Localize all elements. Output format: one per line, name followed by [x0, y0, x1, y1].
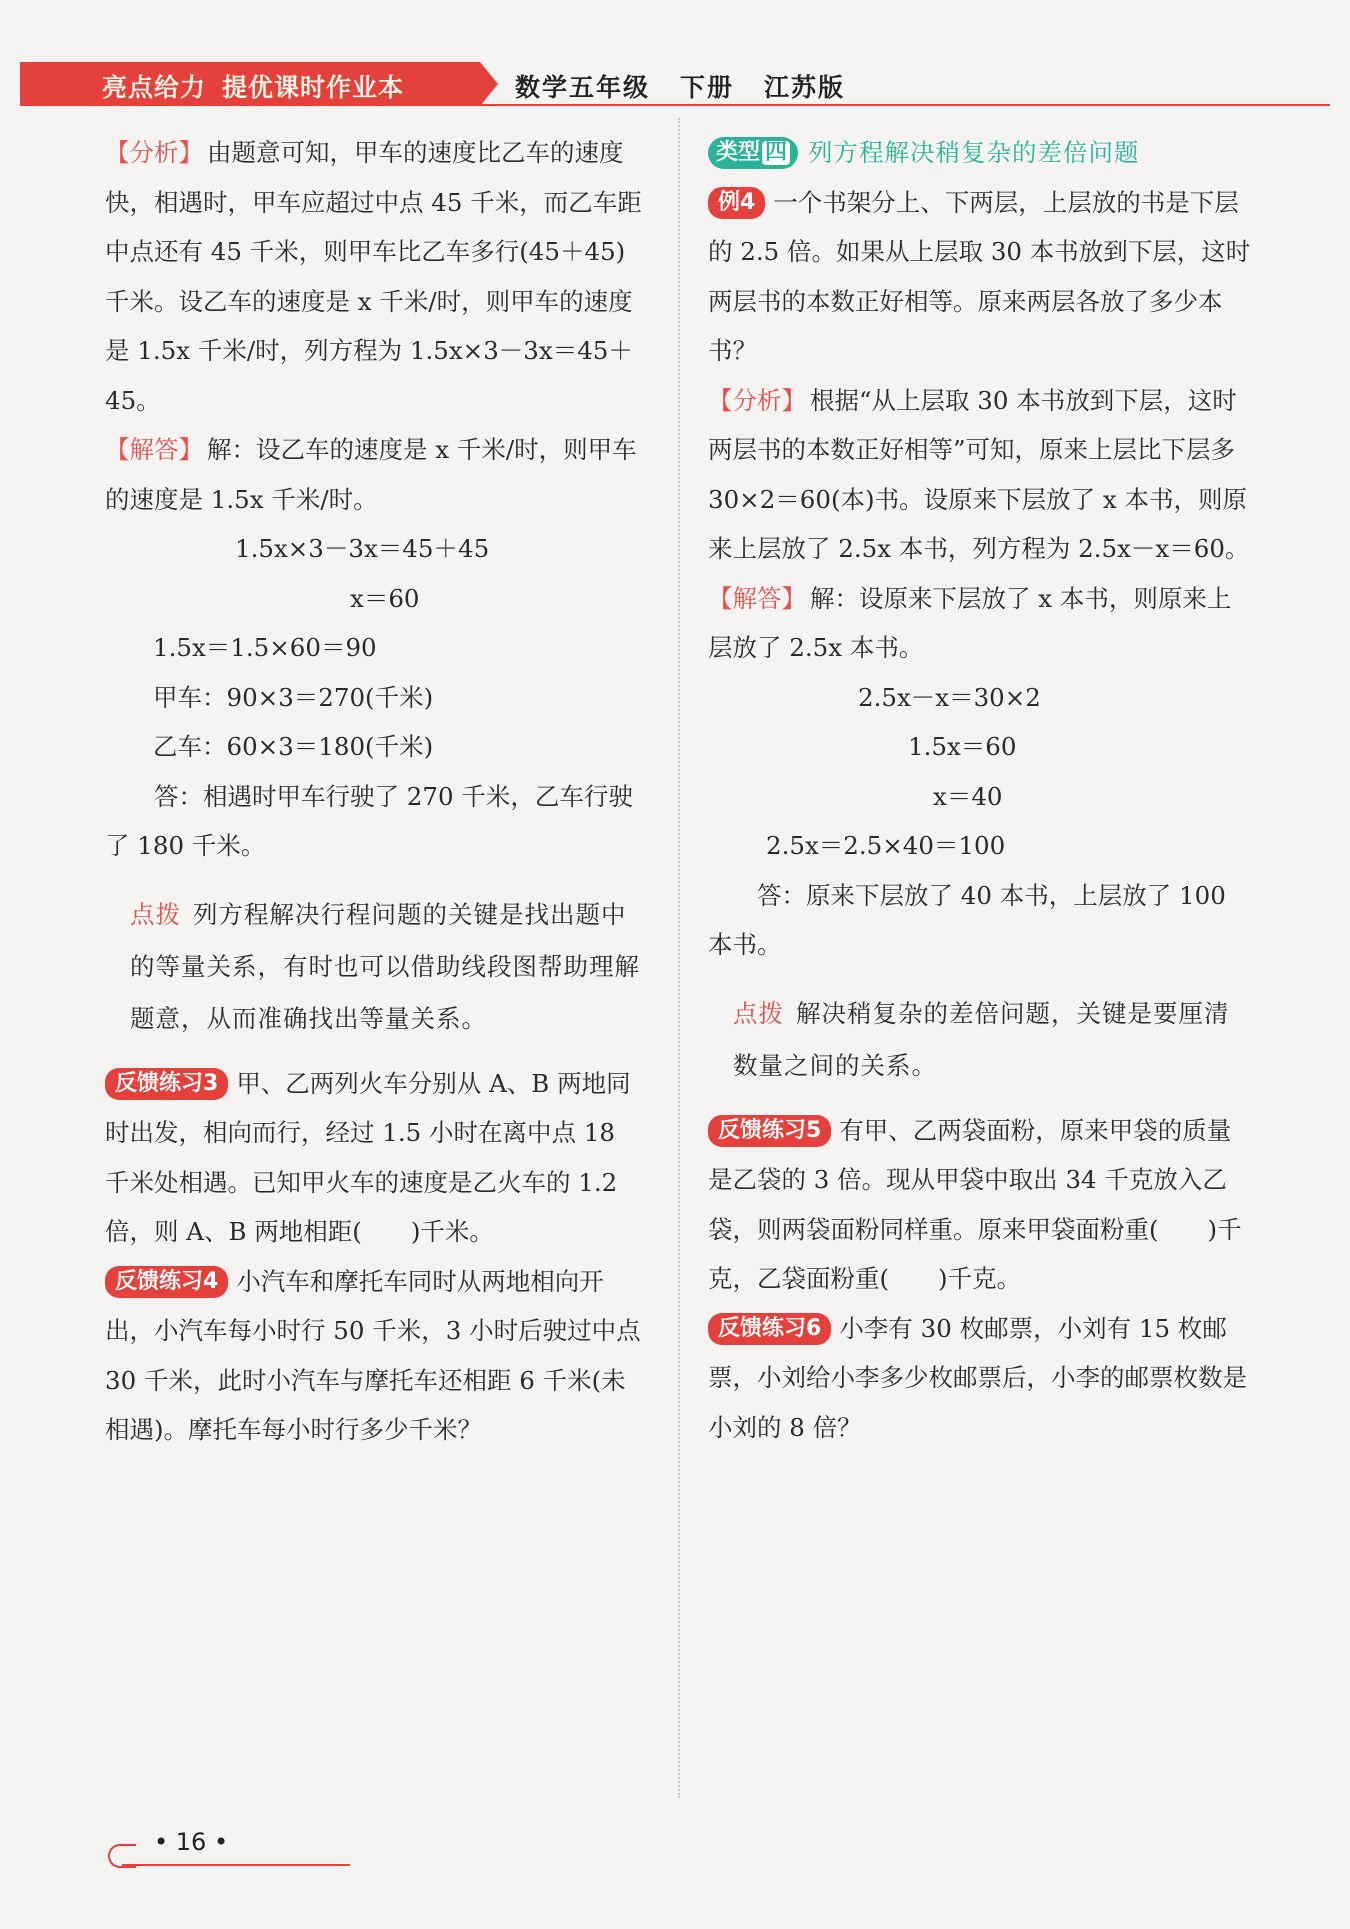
analysis-paragraph — [708, 376, 1253, 574]
answer-text: 解：设原来下层放了 x 本书，则原来上层放了 2.5x 本书。 — [708, 583, 1232, 662]
exercise-4-badge: 反馈练习4 — [105, 1266, 228, 1298]
exercise-4 — [105, 1257, 645, 1455]
exercise-5-text: 有甲、乙两袋面粉，原来甲袋的质量是乙袋的 3 倍。现从甲袋中取出 34 千克放入乙袋，则两袋面粉同样重。原来甲袋面粉重( )千克，乙袋面粉重( )千克。 — [708, 1115, 1242, 1293]
analysis-tag: 【分析】 — [708, 385, 806, 415]
exercise-3 — [105, 1059, 645, 1257]
tip-text: 列方程解决行程问题的关键是找出题中的等量关系，有时也可以借助线段图帮助理解题意，从而准确找出等量关系。 — [130, 899, 640, 1033]
header-brand — [102, 68, 404, 104]
equation-line: 1.5x＝60 — [908, 732, 1017, 761]
equation-line: 1.5x×3－3x＝45＋45 — [235, 534, 490, 563]
header-band-tip — [480, 62, 498, 106]
answer-text: 解：设乙车的速度是 x 千米/时，则甲车的速度是 1.5x 千米/时。 — [105, 435, 637, 514]
exercise-6-badge: 反馈练习6 — [708, 1313, 831, 1345]
answer-paragraph — [105, 425, 645, 524]
exercise-5-badge: 反馈练习5 — [708, 1115, 831, 1147]
header-rule — [20, 104, 1330, 106]
answer-conclusion: 答：原来下层放了 40 本书，上层放了 100 本书。 — [708, 880, 1226, 959]
exercise-6-text: 小李有 30 枚邮票，小刘有 15 枚邮票，小刘给小李多少枚邮票后，小李的邮票枚数是小刘的 8 倍？ — [708, 1313, 1247, 1442]
series-name: 提优课时作业本 — [222, 73, 405, 102]
footer-rule — [122, 1864, 350, 1866]
exercise-4-text: 小汽车和摩托车同时从两地相向开出，小汽车每小时行 50 千米，3 小时后驶过中点 30 千米，此时小汽车与摩托车还相距 6 千米(未相遇)。摩托车每小时行多少千米？ — [105, 1266, 641, 1444]
right-column — [708, 128, 1253, 1452]
answer-tag: 【解答】 — [105, 435, 203, 464]
example-4 — [708, 178, 1253, 376]
analysis-text: 由题意可知，甲车的速度比乙车的速度快，相遇时，甲车应超过中点 45 千米，而乙车距中点还有 45 千米，则甲车比乙车多行(45＋45)千米。设乙车的速度是 x 千米/时，则甲车的速度是 1.5x 千米/时，列方程为 1.5x×3－3x＝45＋45。 — [105, 138, 642, 415]
exercise-5 — [708, 1106, 1253, 1304]
left-column — [105, 128, 645, 1455]
type-label: 类型 — [716, 140, 761, 165]
type-title: 列方程解决稍复杂的差倍问题 — [808, 138, 1140, 167]
type-badge — [708, 137, 798, 169]
equation-line: 2.5x－x＝30×2 — [858, 682, 1041, 712]
edition: 江苏版 — [764, 73, 846, 102]
tip-text: 解决稍复杂的差倍问题，关键是要厘清数量之间的关系。 — [733, 998, 1230, 1080]
tip-label: 点拨 — [130, 899, 181, 929]
exercise-3-text: 甲、乙两列火车分别从 A、B 两地同时出发，相向而行，经过 1.5 小时在离中点 18 千米处相遇。已知甲火车的速度是乙火车的 1.2 倍，则 A、B 两地相距( )千米。 — [105, 1068, 631, 1246]
type-heading — [708, 128, 1253, 178]
analysis-tag: 【分析】 — [105, 138, 203, 167]
exercise-3-badge: 反馈练习3 — [105, 1068, 228, 1100]
answer-conclusion: 答：相遇时甲车行驶了 270 千米，乙车行驶了 180 千米。 — [105, 781, 633, 860]
analysis-text: 根据“从上层取 30 本书放到下层，这时两层书的本数正好相等”可知，原来上层比下层多 30×2＝60(本)书。设原来下层放了 x 本书，则原来上层放了 2.5x 本书，列方程为 2.5x－x＝60。 — [708, 385, 1250, 563]
subject-grade: 数学五年级 — [515, 73, 651, 102]
header-book-info — [515, 68, 875, 104]
brand-name: 亮点给力 — [102, 73, 207, 102]
tip-box — [105, 889, 645, 1045]
example-text: 一个书架分上、下两层，上层放的书是下层的 2.5 倍。如果从上层取 30 本书放到下层，这时两层书的本数正好相等。原来两层各放了多少本书？ — [708, 187, 1251, 365]
page-header — [20, 62, 1330, 106]
equation-line: x＝60 — [350, 583, 420, 613]
equation-line: x＝40 — [933, 781, 1003, 811]
volume: 下册 — [680, 73, 735, 102]
equation-line: 1.5x＝1.5×60＝90 — [153, 633, 377, 662]
tip-box — [708, 988, 1253, 1092]
answer-paragraph — [708, 574, 1253, 673]
equation-line: 甲车：90×3＝270(千米) — [153, 682, 434, 712]
exercise-6 — [708, 1304, 1253, 1453]
tip-label: 点拨 — [733, 998, 784, 1028]
page-footer — [112, 1828, 229, 1856]
equation-line: 乙车：60×3＝180(千米) — [153, 732, 434, 761]
equation-line: 2.5x＝2.5×40＝100 — [766, 831, 1006, 860]
example-badge: 例4 — [708, 187, 765, 219]
page-number: • 16 • — [154, 1828, 229, 1856]
type-number: 四 — [762, 141, 790, 165]
analysis-paragraph — [105, 128, 645, 425]
column-divider — [678, 118, 680, 1798]
answer-tag: 【解答】 — [708, 583, 806, 613]
